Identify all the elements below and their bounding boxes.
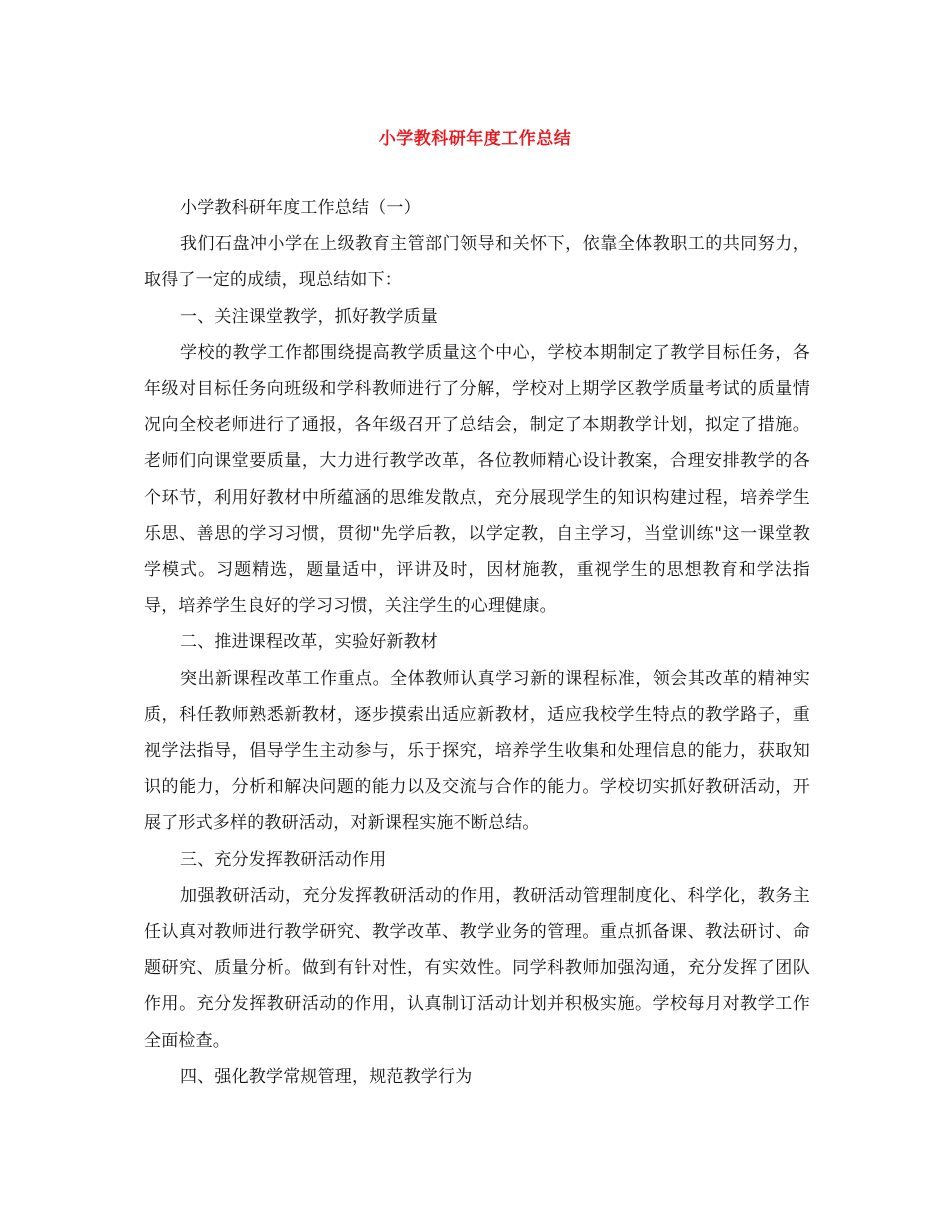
section-subtitle: 小学教科研年度工作总结（一） (180, 198, 421, 218)
section-paragraph-2: 突出新课程改革工作重点。全体教师认真学习新的课程标准，领会其改革的精神实质，科任教师熟悉新教材，逐步摸索出适应新教材，适应我校学生特点的教学路子，重视学法指导，倡导学生主动参与，乐于探究，培养学生收集和处理信息的能力，获取知识的能力，分析和解决问题的能力以及交流与合作的能力。学校切实抓好教研活动，开展了形式多样的教研活动，对新课程实施不断总结。 (144, 668, 810, 834)
section-heading-3: 三、充分发挥教研活动作用 (180, 849, 387, 870)
section-heading-1: 一、关注课堂教学，抓好教学质量 (180, 306, 438, 327)
section-paragraph-3: 加强教研活动，充分发挥教研活动的作用，教研活动管理制度化、科学化，教务主任认真对教师进行教学研究、教学改革、教学业务的管理。重点抓备课、教法研讨、命题研究、质量分析。做到有针对性，有实效性。同学科教师加强沟通，充分发挥了团队作用。充分发挥教研活动的作用，认真制订活动计划并积极实施。学校每月对教学工作全面检查。 (144, 885, 810, 1051)
section-heading-4: 四、强化教学常规管理，规范教学行为 (180, 1066, 473, 1087)
section-paragraph-1: 学校的教学工作都围绕提高教学质量这个中心，学校本期制定了教学目标任务，各年级对目标任务向班级和学科教师进行了分解，学校对上期学区教学质量考试的质量情况向全校老师进行了通报，各年级召开了总结会，制定了本期教学计划，拟定了措施。老师们向课堂要质量，大力进行教学改革，各位教师精心设计教案，合理安排教学的各个环节，利用好教材中所蕴涵的思维发散点，充分展现学生的知识构建过程，培养学生乐思、善思的学习习惯，贯彻"先学后教，以学定教，自主学习，当堂训练"这一课堂教学模式。习题精选，题量适中，评讲及时，因材施教，重视学生的思想教育和学法指导，培养学生良好的学习习惯，关注学生的心理健康。 (144, 342, 810, 617)
document-title: 小学教科研年度工作总结 (378, 129, 572, 149)
document-body (144, 190, 810, 1095)
intro-paragraph: 我们石盘冲小学在上级教育主管部门领导和关怀下，依靠全体教职工的共同努力，取得了一定的成绩，现总结如下： (144, 234, 810, 291)
section-heading-2: 二、推进课程改革，实验好新教材 (180, 632, 438, 653)
